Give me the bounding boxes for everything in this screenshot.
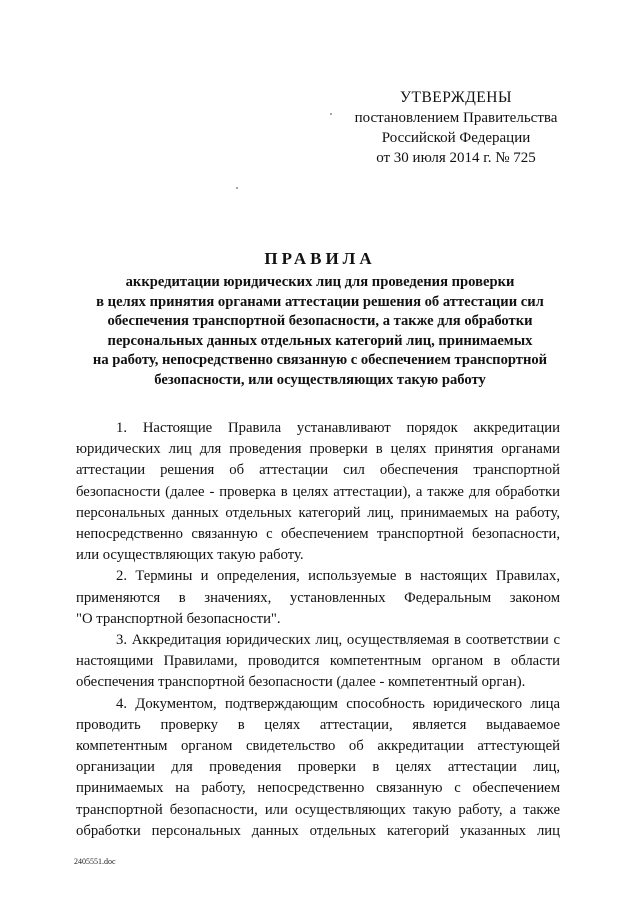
approval-heading: УТВЕРЖДЕНЫ — [400, 89, 512, 106]
text-line: применяются в значениях, установленных Федеральным законом — [76, 589, 560, 606]
text-line: организации для проведения проверки в целях аттестации лиц, — [76, 759, 560, 776]
text-line: аттестации решения об аттестации сил обеспечения транспортной — [76, 462, 560, 479]
text-line: принимаемых на работу, непосредственно связанную с обеспечением — [76, 780, 560, 797]
subtitle-line: персональных данных отдельных категорий лиц, принимаемых — [107, 332, 533, 349]
paragraph-1 — [76, 418, 560, 566]
text-line: настоящими Правилами, проводится компетентным органом в области — [76, 653, 560, 670]
subtitle-line: обеспечения транспортной безопасности, а также для обработки — [107, 313, 533, 330]
scan-speck — [330, 113, 332, 115]
approval-line: постановлением Правительства — [354, 110, 558, 126]
text-line: непосредственно связанную с обеспечением транспортной безопасности, — [76, 526, 560, 543]
file-name-footer: 2405551.doc — [74, 857, 116, 866]
text-line: 4. Документом, подтверждающим способность юридического лица — [116, 695, 560, 712]
paragraph-2 — [76, 566, 560, 630]
scan-speck — [236, 187, 238, 189]
text-line: 3. Аккредитация юридических лиц, осуществляемая в соответствии с — [116, 632, 560, 649]
subtitle-line: в целях принятия органами аттестации решения об аттестации сил — [96, 293, 544, 310]
text-line: компетентным органом свидетельство об аккредитации аттестующей — [76, 738, 560, 755]
subtitle-line: на работу, непосредственно связанную с обеспечением транспортной — [92, 352, 548, 369]
approval-stamp — [336, 88, 576, 168]
document-body — [76, 418, 560, 842]
text-line: юридических лиц для проведения проверки в целях принятия органами — [76, 441, 560, 458]
text-line: персональных данных отдельных категорий лиц, принимаемых на работу, — [76, 504, 560, 521]
text-line: транспортной безопасности, или осуществляющих такую работу, а также — [76, 801, 560, 818]
text-line: 1. Настоящие Правила устанавливают порядок аккредитации — [116, 420, 560, 436]
subtitle-line: безопасности, или осуществляющих такую работу — [154, 371, 486, 388]
subtitle-line: аккредитации юридических лиц для проведения проверки — [125, 274, 515, 290]
text-line: безопасности (далее - проверка в целях аттестации), а также для обработки — [76, 483, 560, 500]
approval-line: Российской Федерации — [381, 130, 531, 146]
text-line: "О транспортной безопасности". — [76, 610, 281, 627]
paragraph-3 — [76, 630, 560, 694]
document-title: ПРАВИЛА — [264, 249, 376, 268]
text-line: 2. Термины и определения, используемые в настоящих Правилах, — [116, 568, 560, 585]
paragraph-4 — [76, 694, 560, 842]
text-line: обеспечения транспортной безопасности (далее - компетентный орган). — [76, 674, 526, 691]
approval-date: от 30 июля 2014 г. № 725 — [376, 150, 536, 166]
text-line: проводить проверку в целях аттестации, является выдаваемое — [76, 716, 560, 733]
document-subtitle — [0, 273, 640, 391]
text-line: обработки персональных данных отдельных категорий указанных лиц — [76, 822, 560, 839]
text-line: или осуществляющих такую работу. — [76, 547, 304, 564]
